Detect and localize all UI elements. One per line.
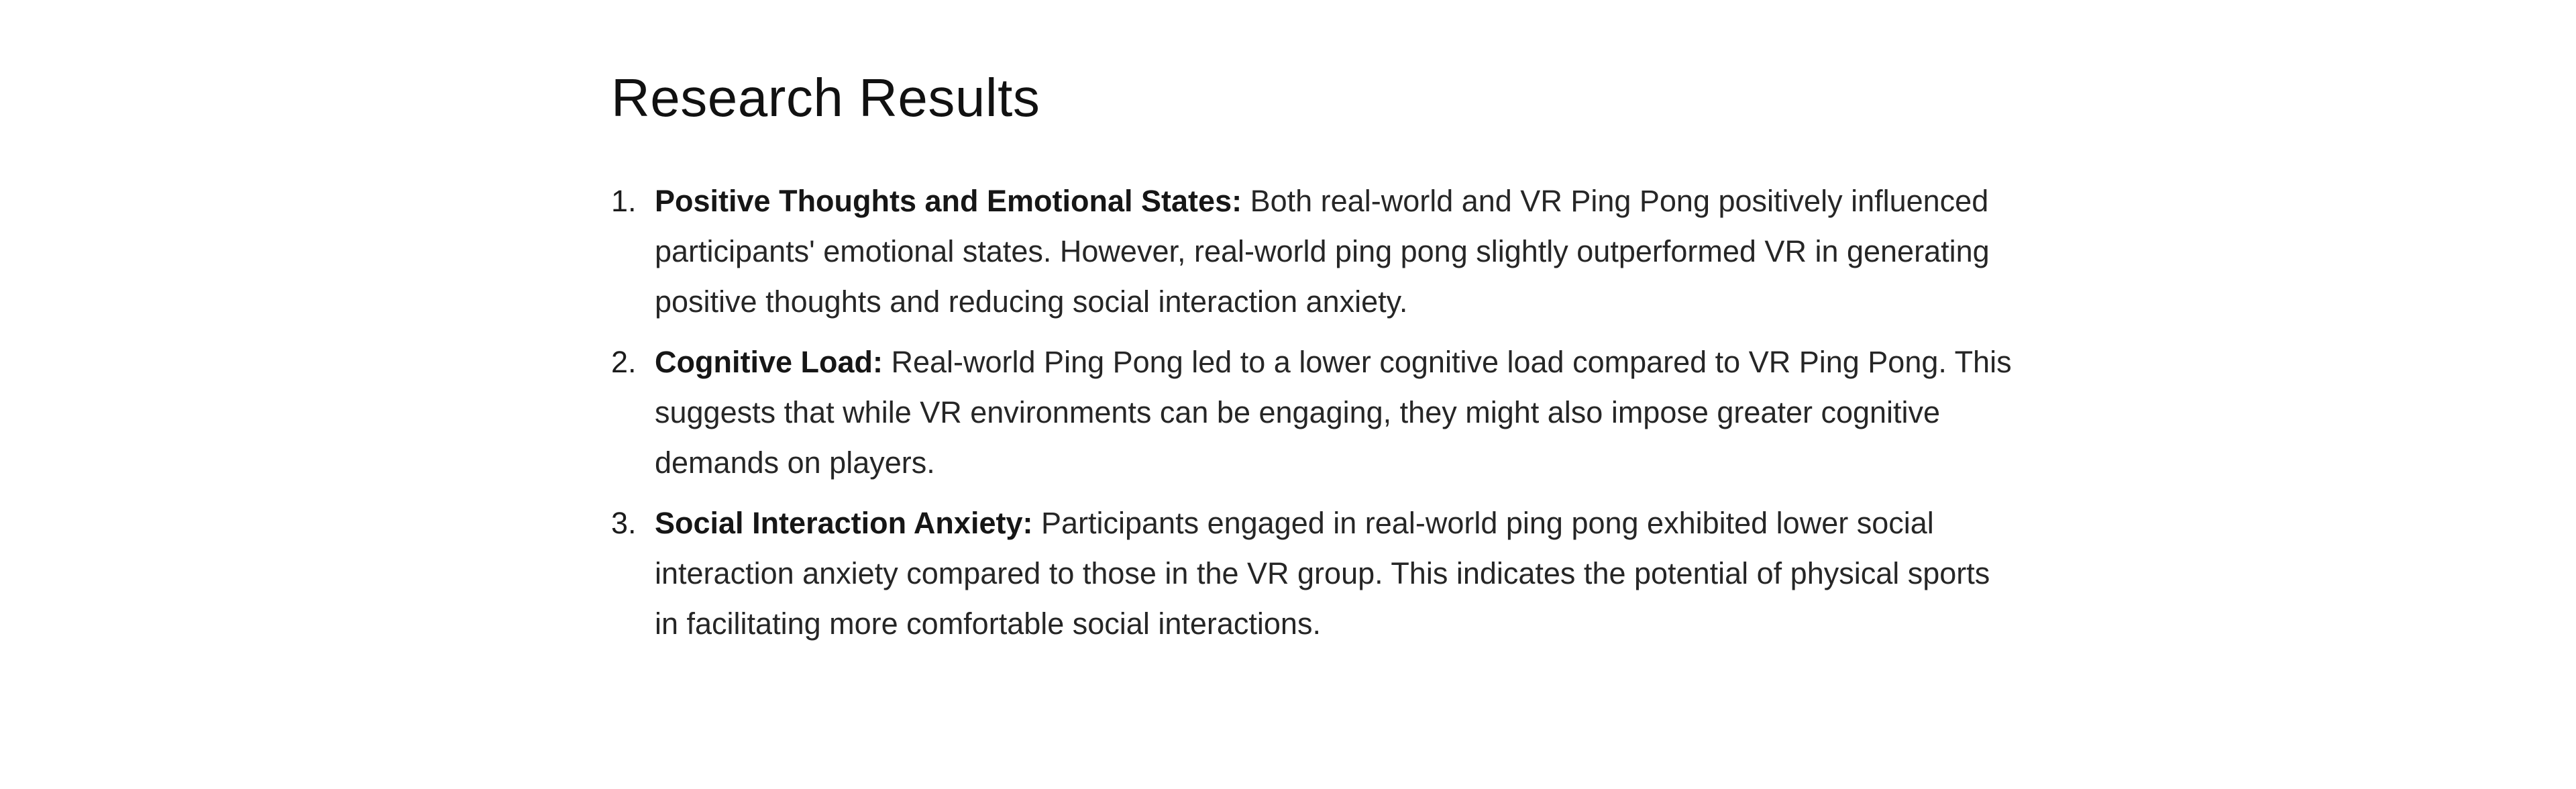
list-item: [611, 337, 2013, 488]
list-item-body: [655, 176, 2013, 327]
list-item-text: Participants engaged in real-world ping pong exhibited lower social interaction anxiety compared to those in the VR group. This indicates the potential of physical sports in facilitating more comfortable social interactions.: [655, 506, 1990, 641]
list-item-heading: Social Interaction Anxiety:: [655, 506, 1033, 540]
list-item-body: [655, 337, 2013, 488]
page-title: Research Results: [611, 68, 1040, 127]
list-item: [611, 498, 2013, 649]
list-item-heading: Cognitive Load:: [655, 345, 883, 379]
list-item-body: [655, 498, 2013, 649]
list-item-number: 3.: [611, 506, 637, 540]
list-item: [611, 176, 2013, 327]
list-item-number: 1.: [611, 184, 637, 218]
list-item-heading: Positive Thoughts and Emotional States:: [655, 184, 1242, 218]
list-item-text: Both real-world and VR Ping Pong positively influenced participants' emotional states. However, real-world ping pong slightly outperformed VR in generating positive thoughts and reducing social interaction anxiety.: [655, 184, 1990, 319]
results-list: [611, 176, 2013, 659]
list-item-number: 2.: [611, 345, 637, 379]
list-item-text: Real-world Ping Pong led to a lower cognitive load compared to VR Ping Pong. This suggests that while VR environments can be engaging, they might also impose greater cognitive demands on players.: [655, 345, 2012, 480]
